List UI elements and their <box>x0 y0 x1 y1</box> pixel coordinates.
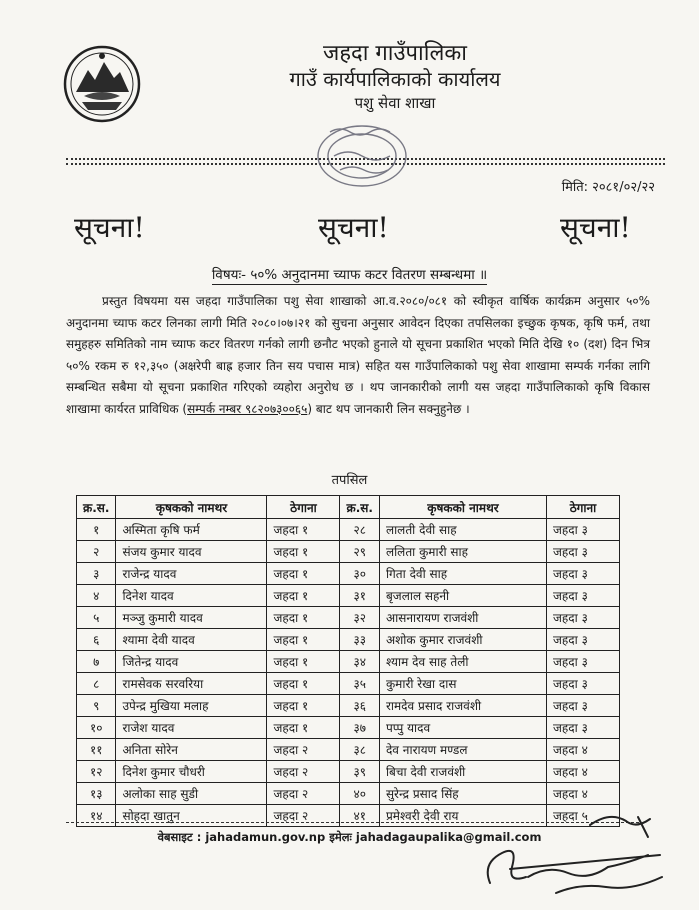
issue-date: मिति: २०८१/०२/२२ <box>561 180 655 195</box>
cell-farmer-name: देव नारायण मण्डल <box>379 739 546 761</box>
body-paragraph-end: ) बाट थप जानकारी लिन सक्नुहुनेछ । <box>307 401 470 416</box>
cell-farmer-name: बिचा देवी राजवंशी <box>379 761 546 783</box>
cell-address: जहदा ३ <box>547 651 620 673</box>
table-row <box>77 585 620 607</box>
header-address: ठेगाना <box>267 496 340 519</box>
cell-sn: ३ <box>77 563 116 585</box>
email-link[interactable]: jahadagaupalika@gmail.com <box>355 830 542 844</box>
table-header-row <box>77 496 620 519</box>
cell-sn: ९ <box>77 695 116 717</box>
cell-sn: १२ <box>77 761 116 783</box>
cell-farmer-name: संजय कुमार यादव <box>116 541 267 563</box>
cell-address: जहदा ३ <box>547 717 620 739</box>
cell-farmer-name: अस्मिता कृषि फर्म <box>116 519 267 541</box>
notice-heading-right: सूचना! <box>560 211 631 244</box>
cell-sn: ३३ <box>340 629 379 651</box>
cell-sn: ३० <box>340 563 379 585</box>
cell-sn: ३८ <box>340 739 379 761</box>
nepal-emblem-icon <box>62 44 142 124</box>
cell-farmer-name: श्यामा देवी यादव <box>116 629 267 651</box>
cell-address: जहदा ४ <box>547 761 620 783</box>
cell-address: जहदा १ <box>267 651 340 673</box>
cell-sn: ५ <box>77 607 116 629</box>
cell-address: जहदा १ <box>267 563 340 585</box>
table-row <box>77 739 620 761</box>
office-stamp <box>300 112 430 192</box>
cell-sn: ३२ <box>340 607 379 629</box>
cell-address: जहदा २ <box>267 739 340 761</box>
subject-text: विषयः- ५०% अनुदानमा च्याफ कटर वितरण सम्बन्धमा ॥ <box>211 267 488 283</box>
cell-address: जहदा ३ <box>547 519 620 541</box>
cell-address: जहदा ३ <box>547 695 620 717</box>
cell-address: जहदा २ <box>267 805 340 827</box>
cell-sn: ४ <box>77 585 116 607</box>
table-row <box>77 651 620 673</box>
table-row <box>77 519 620 541</box>
cell-sn: ७ <box>77 651 116 673</box>
cell-farmer-name: उपेन्द्र मुखिया मलाह <box>116 695 267 717</box>
header-name: कृषकको नामथर <box>116 496 267 519</box>
cell-address: जहदा २ <box>267 761 340 783</box>
cell-address: जहदा १ <box>267 629 340 651</box>
contact-number: सम्पर्क नम्बर ९८२०७३००६५ <box>187 401 308 416</box>
office-name: गाउँ कार्यपालिकाको कार्यालय <box>289 67 501 91</box>
cell-address: जहदा ४ <box>547 783 620 805</box>
table-row <box>77 629 620 651</box>
org-name: जहदा गाउँपालिका <box>323 41 467 66</box>
cell-address: जहदा १ <box>267 541 340 563</box>
cell-address: जहदा १ <box>267 695 340 717</box>
website-link[interactable]: jahadamun.gov.np <box>205 830 326 844</box>
cell-sn: ४१ <box>340 805 379 827</box>
cell-farmer-name: अलोका साह सुडी <box>116 783 267 805</box>
cell-sn: ३९ <box>340 761 379 783</box>
cell-farmer-name: राजेन्द्र यादव <box>116 563 267 585</box>
table-row <box>77 695 620 717</box>
cell-farmer-name: दिनेश कुमार चौधरी <box>116 761 267 783</box>
cell-farmer-name: राजेश यादव <box>116 717 267 739</box>
table-row <box>77 761 620 783</box>
table-row <box>77 673 620 695</box>
cell-address: जहदा ३ <box>547 673 620 695</box>
cell-farmer-name: अशोक कुमार राजवंशी <box>379 629 546 651</box>
cell-sn: ६ <box>77 629 116 651</box>
cell-address: जहदा ५ <box>547 805 620 827</box>
cell-farmer-name: श्याम देव साह तेली <box>379 651 546 673</box>
cell-farmer-name: ललिता कुमारी साह <box>379 541 546 563</box>
branch-name: पशु सेवा शाखा <box>354 94 436 112</box>
header-name: कृषकको नामथर <box>379 496 546 519</box>
cell-sn: १ <box>77 519 116 541</box>
cell-farmer-name: कुमारी रेखा दास <box>379 673 546 695</box>
cell-address: जहदा १ <box>267 717 340 739</box>
letterhead <box>180 40 610 114</box>
cell-sn: ३६ <box>340 695 379 717</box>
notice-body <box>66 291 650 420</box>
cell-farmer-name: रामसेवक सरवरिया <box>116 673 267 695</box>
website-label: वेबसाइट : <box>157 830 202 844</box>
cell-farmer-name: लालती देवी साह <box>379 519 546 541</box>
notice-heading-left: सूचना! <box>74 211 145 244</box>
cell-farmer-name: प्रमेश्वरी देवी राय <box>379 805 546 827</box>
cell-address: जहदा ३ <box>547 563 620 585</box>
cell-farmer-name: आसनारायण राजवंशी <box>379 607 546 629</box>
cell-sn: ३७ <box>340 717 379 739</box>
cell-farmer-name: रामदेव प्रसाद राजवंशी <box>379 695 546 717</box>
cell-farmer-name: दिनेश यादव <box>116 585 267 607</box>
table-row <box>77 717 620 739</box>
body-paragraph: प्रस्तुत विषयमा यस जहदा गाउँपालिका पशु सेवा शाखाको आ.व.२०८०/०८१ को स्वीकृत वार्षिक कार्यक्रम अनुसार ५०% अनुदानमा च्याफ कटर लिनका लागी मिति २०८०।०७।२१ को सुचना अनुसार आवेदन दिएका तपसिलका इच्छुक कृषक, कृषि फर्म, तथा समुहहरु समितिको नाम च्याफ कटर वितरण गर्नको लागी छनौट भएको हुनाले यो सूचना प्रकाशित भएको मिति देखि १० (दश) दिन भित्र ५०% रकम रु १२,३५० (अक्षरेपी बाह्र हजार तिन सय पचास मात्र) सहित यस गाउँपालिकाको पशु सेवा शाखामा सम्पर्क गर्नका लागि सम्बन्धित सबैमा यो सूचना प्रकाशित गरिएको व्यहोरा अनुरोध छ । थप जानकारीको लागी यस जहदा गाउँपालिकाको कृषि विकास शाखामा कार्यरत प्राविधिक ( <box>66 294 650 416</box>
table-row <box>77 541 620 563</box>
table-row <box>77 563 620 585</box>
cell-farmer-name: जितेन्द्र यादव <box>116 651 267 673</box>
cell-sn: ११ <box>77 739 116 761</box>
notice-heading-center: सूचना! <box>318 211 389 244</box>
cell-sn: ३४ <box>340 651 379 673</box>
cell-sn: २ <box>77 541 116 563</box>
cell-farmer-name: सुरेन्द्र प्रसाद सिंह <box>379 783 546 805</box>
header-sn: क्र.स. <box>340 496 379 519</box>
cell-sn: २८ <box>340 519 379 541</box>
table-row <box>77 607 620 629</box>
cell-address: जहदा २ <box>267 783 340 805</box>
header-address: ठेगाना <box>547 496 620 519</box>
cell-address: जहदा १ <box>267 673 340 695</box>
cell-sn: ४० <box>340 783 379 805</box>
header-sn: क्र.स. <box>77 496 116 519</box>
cell-sn: १३ <box>77 783 116 805</box>
cell-address: जहदा ३ <box>547 541 620 563</box>
cell-sn: २९ <box>340 541 379 563</box>
cell-sn: १४ <box>77 805 116 827</box>
table-row <box>77 783 620 805</box>
cell-farmer-name: अनिता सोरेन <box>116 739 267 761</box>
cell-farmer-name: पप्पु यादव <box>379 717 546 739</box>
email-label: इमेलः <box>329 830 352 844</box>
cell-address: जहदा ३ <box>547 607 620 629</box>
cell-address: जहदा ४ <box>547 739 620 761</box>
cell-sn: ८ <box>77 673 116 695</box>
cell-address: जहदा १ <box>267 585 340 607</box>
subject-line <box>0 265 699 283</box>
cell-sn: ३५ <box>340 673 379 695</box>
cell-address: जहदा ३ <box>547 629 620 651</box>
handwritten-signature <box>470 805 685 910</box>
cell-sn: १० <box>77 717 116 739</box>
cell-address: जहदा ३ <box>547 585 620 607</box>
cell-farmer-name: सोहदा खातुन <box>116 805 267 827</box>
cell-farmer-name: मञ्जु कुमारी यादव <box>116 607 267 629</box>
cell-sn: ३१ <box>340 585 379 607</box>
table-title: तपसिल <box>331 473 368 488</box>
cell-farmer-name: बृजलाल सहनी <box>379 585 546 607</box>
cell-address: जहदा १ <box>267 519 340 541</box>
farmer-table <box>76 495 620 827</box>
cell-farmer-name: गिता देवी साह <box>379 563 546 585</box>
cell-address: जहदा १ <box>267 607 340 629</box>
